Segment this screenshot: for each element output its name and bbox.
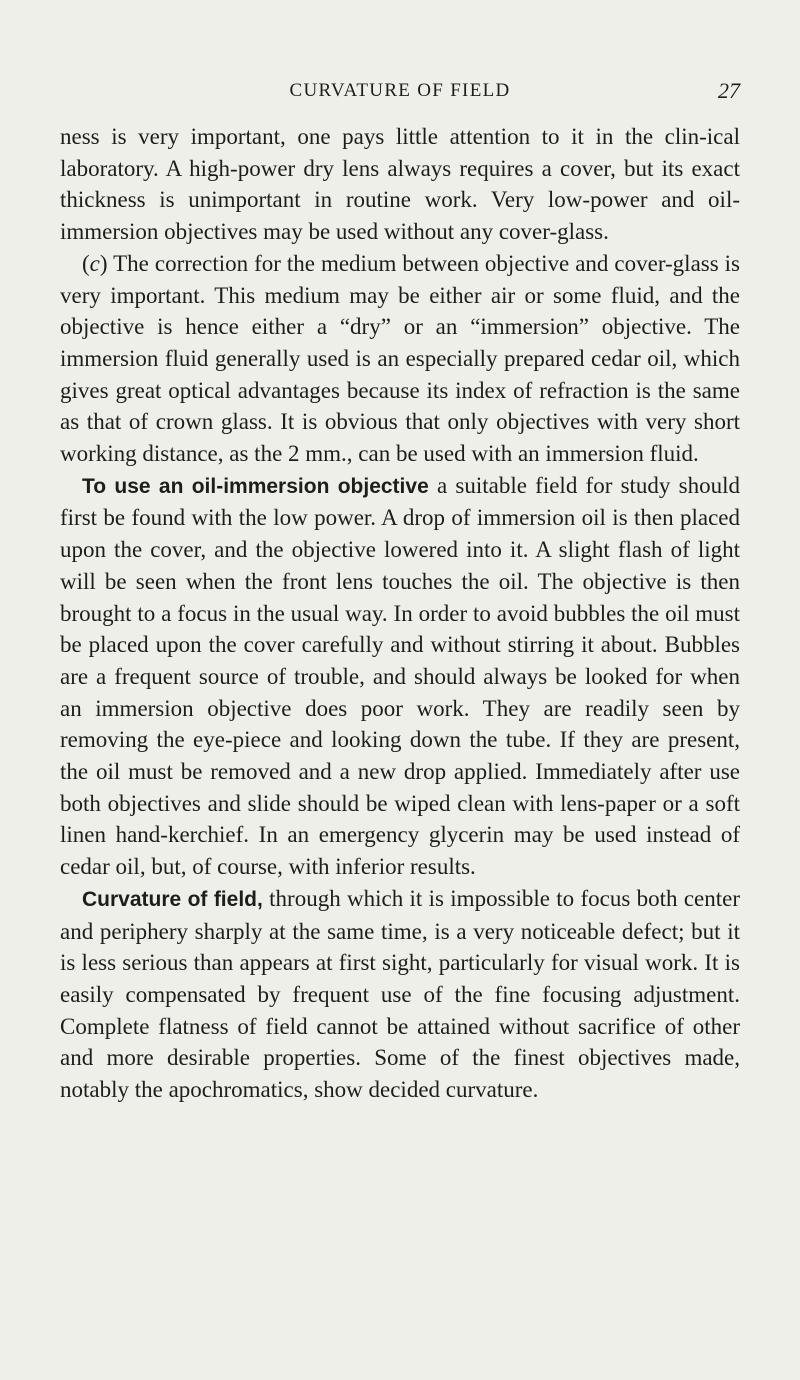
running-head [60, 80, 740, 104]
item-label-letter: c [89, 250, 100, 276]
body-text [60, 121, 740, 1106]
paragraph-text: through which it is impossible to focus both center and periphery sharply at the same time, is a very noticeable defect; but it is less serious than appears at first sight, particularly for visual work. It is easily compensated by frequent use of the fine focusing adjustment. Complete flatness of field cannot be attained without sacrifice of other and more desirable properties. Some of the finest objectives made, notably the apochromatics, show decided curvature. [60, 885, 740, 1103]
page-number: 27 [718, 78, 740, 103]
paragraph-medium-correction [60, 248, 740, 470]
paragraph-text: a suitable field for study should first be found with the low power. A drop of immersion oil is then placed upon the cover, and the objective lowered into it. A slight flash of light will be seen when the front lens touches the oil. The objective is then brought to a focus in the usual way. In order to avoid bubbles the oil must be placed upon the cover carefully and without stirring it about. Bubbles are a frequent source of trouble, and should always be looked for when an immersion objective does poor work. They are readily seen by removing the eye-piece and looking down the tube. If they are present, the oil must be removed and a new drop applied. Immediately after use both objectives and slide should be wiped clean with lens-paper or a soft linen hand-kerchief. In an emergency glycerin may be used instead of cedar oil, but, of course, with inferior results. [60, 472, 740, 880]
paragraph-text: ness is very important, one pays little attention to it in the clin-ical laboratory. A high-power dry lens always requires a cover, but its exact thickness is unimportant in routine work. Very low-power and oil-immersion objectives may be used without any cover-glass. [60, 124, 740, 245]
paragraph-oil-immersion [60, 470, 740, 883]
run-in-heading: Curvature of field, [82, 887, 263, 911]
run-in-heading: To use an oil-immersion objective [82, 474, 429, 498]
paragraph-text: The correction for the medium between objective and cover-glass is very important. This medium may be either air or some fluid, and the objective is hence either a “dry” or an “immersion” objective. The immersion fluid generally used is an especially prepared cedar oil, which gives great optical advantages because its index of refraction is the same as that of crown glass. It is obvious that only objectives with very short working distance, as the 2 mm., can be used with an immersion fluid. [60, 250, 740, 467]
item-label-close: ) [99, 250, 108, 276]
running-title: CURVATURE OF FIELD [289, 80, 511, 101]
paragraph-continuation [60, 121, 740, 248]
paragraph-curvature-of-field [60, 883, 740, 1106]
item-label-open: ( [82, 250, 90, 276]
